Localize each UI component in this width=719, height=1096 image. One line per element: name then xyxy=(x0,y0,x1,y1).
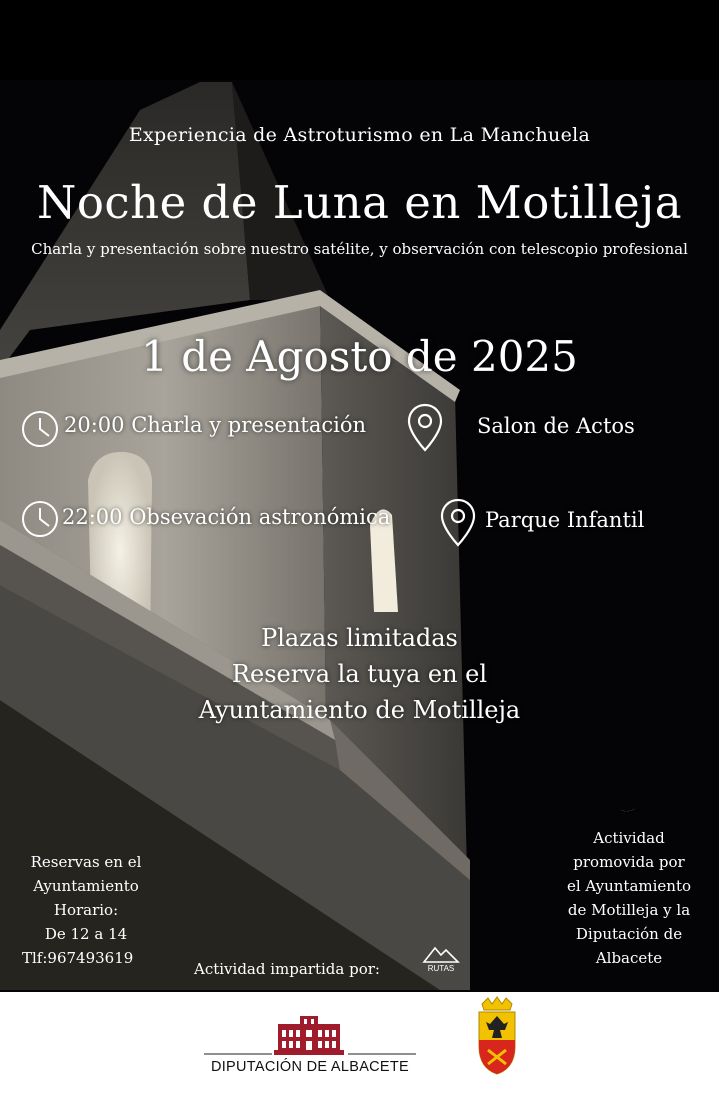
map-pin-icon xyxy=(440,498,476,548)
reservation-info-line: Tlf:967493619 xyxy=(22,949,134,967)
event-description: Charla y presentación sobre nuestro satélite, y observación con telescopio profesional xyxy=(31,240,688,258)
event-1-location: Salon de Actos xyxy=(477,414,635,438)
promoter-line: Diputación de xyxy=(575,925,683,943)
promoter-line: Albacete xyxy=(595,949,663,967)
event-subtitle: Experiencia de Astroturismo en La Manchuela xyxy=(128,124,591,146)
diputacion-name: DIPUTACIÓN DE ALBACETE xyxy=(210,1059,410,1075)
reservation-info-line: Reservas en el xyxy=(30,853,142,871)
promoter-line: el Ayuntamiento xyxy=(566,877,692,895)
footer xyxy=(0,992,719,1096)
reservation-notice-line: Ayuntamiento de Motilleja xyxy=(198,696,521,724)
promoter-line: Actividad xyxy=(593,829,665,847)
reservation-notice xyxy=(0,620,719,728)
event-title: Noche de Luna en Motilleja xyxy=(36,176,683,229)
reservation-info-line: De 12 a 14 xyxy=(44,925,128,943)
diputacion-building-logo xyxy=(274,1016,344,1056)
promoter-line: promovida por xyxy=(573,853,685,871)
event-2-time-activity: 22:00 Obsevación astronómica xyxy=(62,505,391,529)
imparted-by-label: Actividad impartida por: xyxy=(194,960,380,978)
reservation-info xyxy=(18,850,154,970)
clock-icon xyxy=(21,410,59,448)
reservation-info-line: Horario: xyxy=(53,901,119,919)
divider-lines xyxy=(204,1052,416,1056)
map-pin-icon xyxy=(407,403,443,453)
event-date: 1 de Agosto de 2025 xyxy=(141,332,578,381)
rutas-logo xyxy=(420,942,462,976)
rutas-logo-text: RUTAS xyxy=(427,964,455,973)
reservation-info-line: Ayuntamiento xyxy=(33,877,139,895)
motilleja-coat-of-arms xyxy=(474,996,520,1076)
event-2-location: Parque Infantil xyxy=(485,508,645,532)
reservation-notice-line: Plazas limitadas xyxy=(261,624,458,652)
reservation-notice-line: Reserva la tuya en el xyxy=(231,660,488,688)
clock-icon xyxy=(21,500,59,538)
event-1-time-activity: 20:00 Charla y presentación xyxy=(64,413,367,437)
promoter-info xyxy=(556,826,702,970)
promoter-line: de Motilleja y la xyxy=(567,901,691,919)
